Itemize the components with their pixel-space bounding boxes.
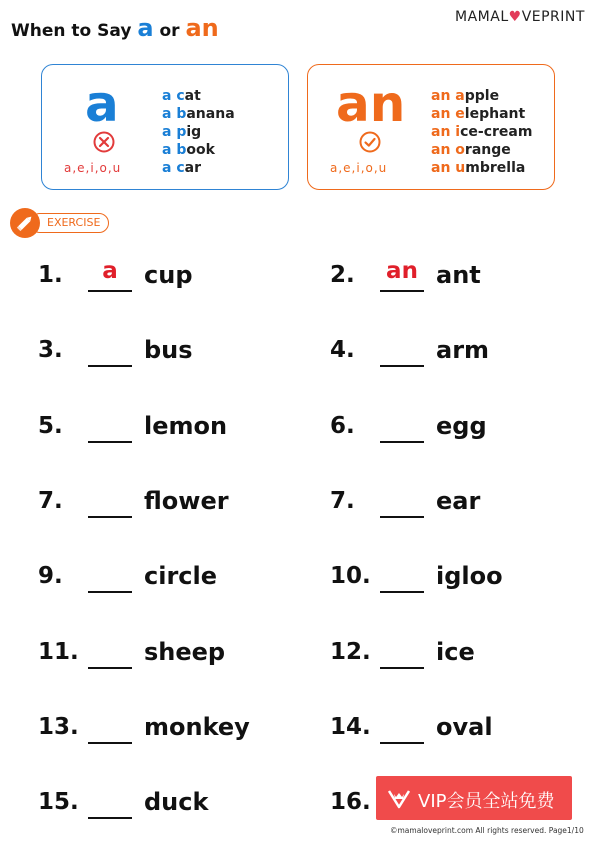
item-number: 11.: [38, 638, 79, 665]
item-number: 7.: [38, 487, 63, 514]
rule-a-letter: a: [85, 75, 119, 133]
page-title: [11, 14, 219, 42]
item-number: 7.: [330, 487, 355, 514]
item-number: 16.: [330, 789, 371, 816]
item-word: sheep: [144, 637, 226, 666]
crown-icon: [386, 785, 412, 811]
rule-a-examples: [162, 87, 235, 177]
example-row: an orange: [431, 142, 511, 158]
title-prefix: When to Say: [11, 21, 132, 41]
copyright-text: ©mamaloveprint.com All rights reserved. Page1/10: [390, 826, 584, 835]
item-word: circle: [144, 562, 218, 591]
item-word: ear: [436, 486, 481, 515]
item-number: 3.: [38, 337, 63, 364]
item-number: 13.: [38, 713, 79, 740]
example-row: an umbrella: [431, 160, 526, 176]
answer-text: an: [386, 258, 418, 284]
cross-circle-icon: [93, 131, 115, 153]
answer-blank[interactable]: [88, 787, 132, 819]
title-a: a: [137, 14, 154, 42]
item-word: cup: [144, 261, 193, 289]
item-number: 4.: [330, 337, 355, 364]
item-number: 14.: [330, 713, 371, 740]
item-word: flower: [144, 486, 229, 515]
item-word: ice: [436, 637, 475, 666]
title-an: an: [185, 14, 219, 42]
item-number: 9.: [38, 563, 63, 590]
rule-an-letter: an: [336, 75, 406, 133]
item-number: 2.: [330, 262, 355, 288]
example-row: an apple: [431, 88, 500, 104]
example-row: an ice-cream: [431, 124, 533, 140]
answer-blank[interactable]: [380, 637, 424, 669]
item-word: bus: [144, 336, 193, 365]
brand-logo: MAMAL♥VEPRINT: [455, 9, 585, 25]
answer-blank[interactable]: [380, 260, 424, 292]
heart-icon: ♥: [508, 9, 522, 25]
answer-blank[interactable]: [88, 637, 132, 669]
answer-blank[interactable]: [380, 335, 424, 367]
rule-box-an: [307, 64, 555, 190]
vip-watermark[interactable]: [376, 776, 572, 820]
answer-blank[interactable]: [88, 260, 132, 292]
check-circle-icon: [359, 131, 381, 153]
rule-an-examples: [431, 87, 532, 177]
item-word: ant: [436, 261, 481, 289]
item-word: monkey: [144, 712, 250, 741]
item-number: 5.: [38, 412, 63, 439]
item-word: duck: [144, 788, 209, 817]
answer-text: a: [102, 258, 118, 284]
example-row: a car: [162, 160, 201, 176]
rule-an-vowels: a,e,i,o,u: [330, 161, 388, 175]
item-number: 15.: [38, 789, 79, 816]
answer-blank[interactable]: [380, 411, 424, 443]
answer-blank[interactable]: [88, 335, 132, 367]
answer-blank[interactable]: [88, 486, 132, 518]
item-word: oval: [436, 712, 493, 741]
item-word: arm: [436, 336, 490, 365]
answer-blank[interactable]: [88, 411, 132, 443]
rule-a-vowels: a,e,i,o,u: [64, 161, 122, 175]
item-number: 1.: [38, 262, 63, 288]
answer-blank[interactable]: [380, 712, 424, 744]
item-word: lemon: [144, 411, 228, 440]
item-number: 10.: [330, 563, 371, 590]
item-word: egg: [436, 411, 487, 440]
answer-blank[interactable]: [88, 712, 132, 744]
vip-text: VIP会员全站免费: [418, 791, 555, 812]
answer-blank[interactable]: [380, 561, 424, 593]
item-word: igloo: [436, 562, 503, 591]
rule-box-a: [41, 64, 289, 190]
item-number: 12.: [330, 638, 371, 665]
example-row: a banana: [162, 106, 235, 122]
example-row: a book: [162, 142, 215, 158]
answer-blank[interactable]: [380, 486, 424, 518]
item-number: 6.: [330, 412, 355, 439]
example-row: a cat: [162, 88, 201, 104]
answer-blank[interactable]: [88, 561, 132, 593]
example-row: a pig: [162, 124, 202, 140]
exercise-label: EXERCISE: [30, 213, 109, 233]
example-row: an elephant: [431, 106, 526, 122]
title-or: or: [159, 21, 180, 41]
pencil-icon: [10, 208, 40, 238]
